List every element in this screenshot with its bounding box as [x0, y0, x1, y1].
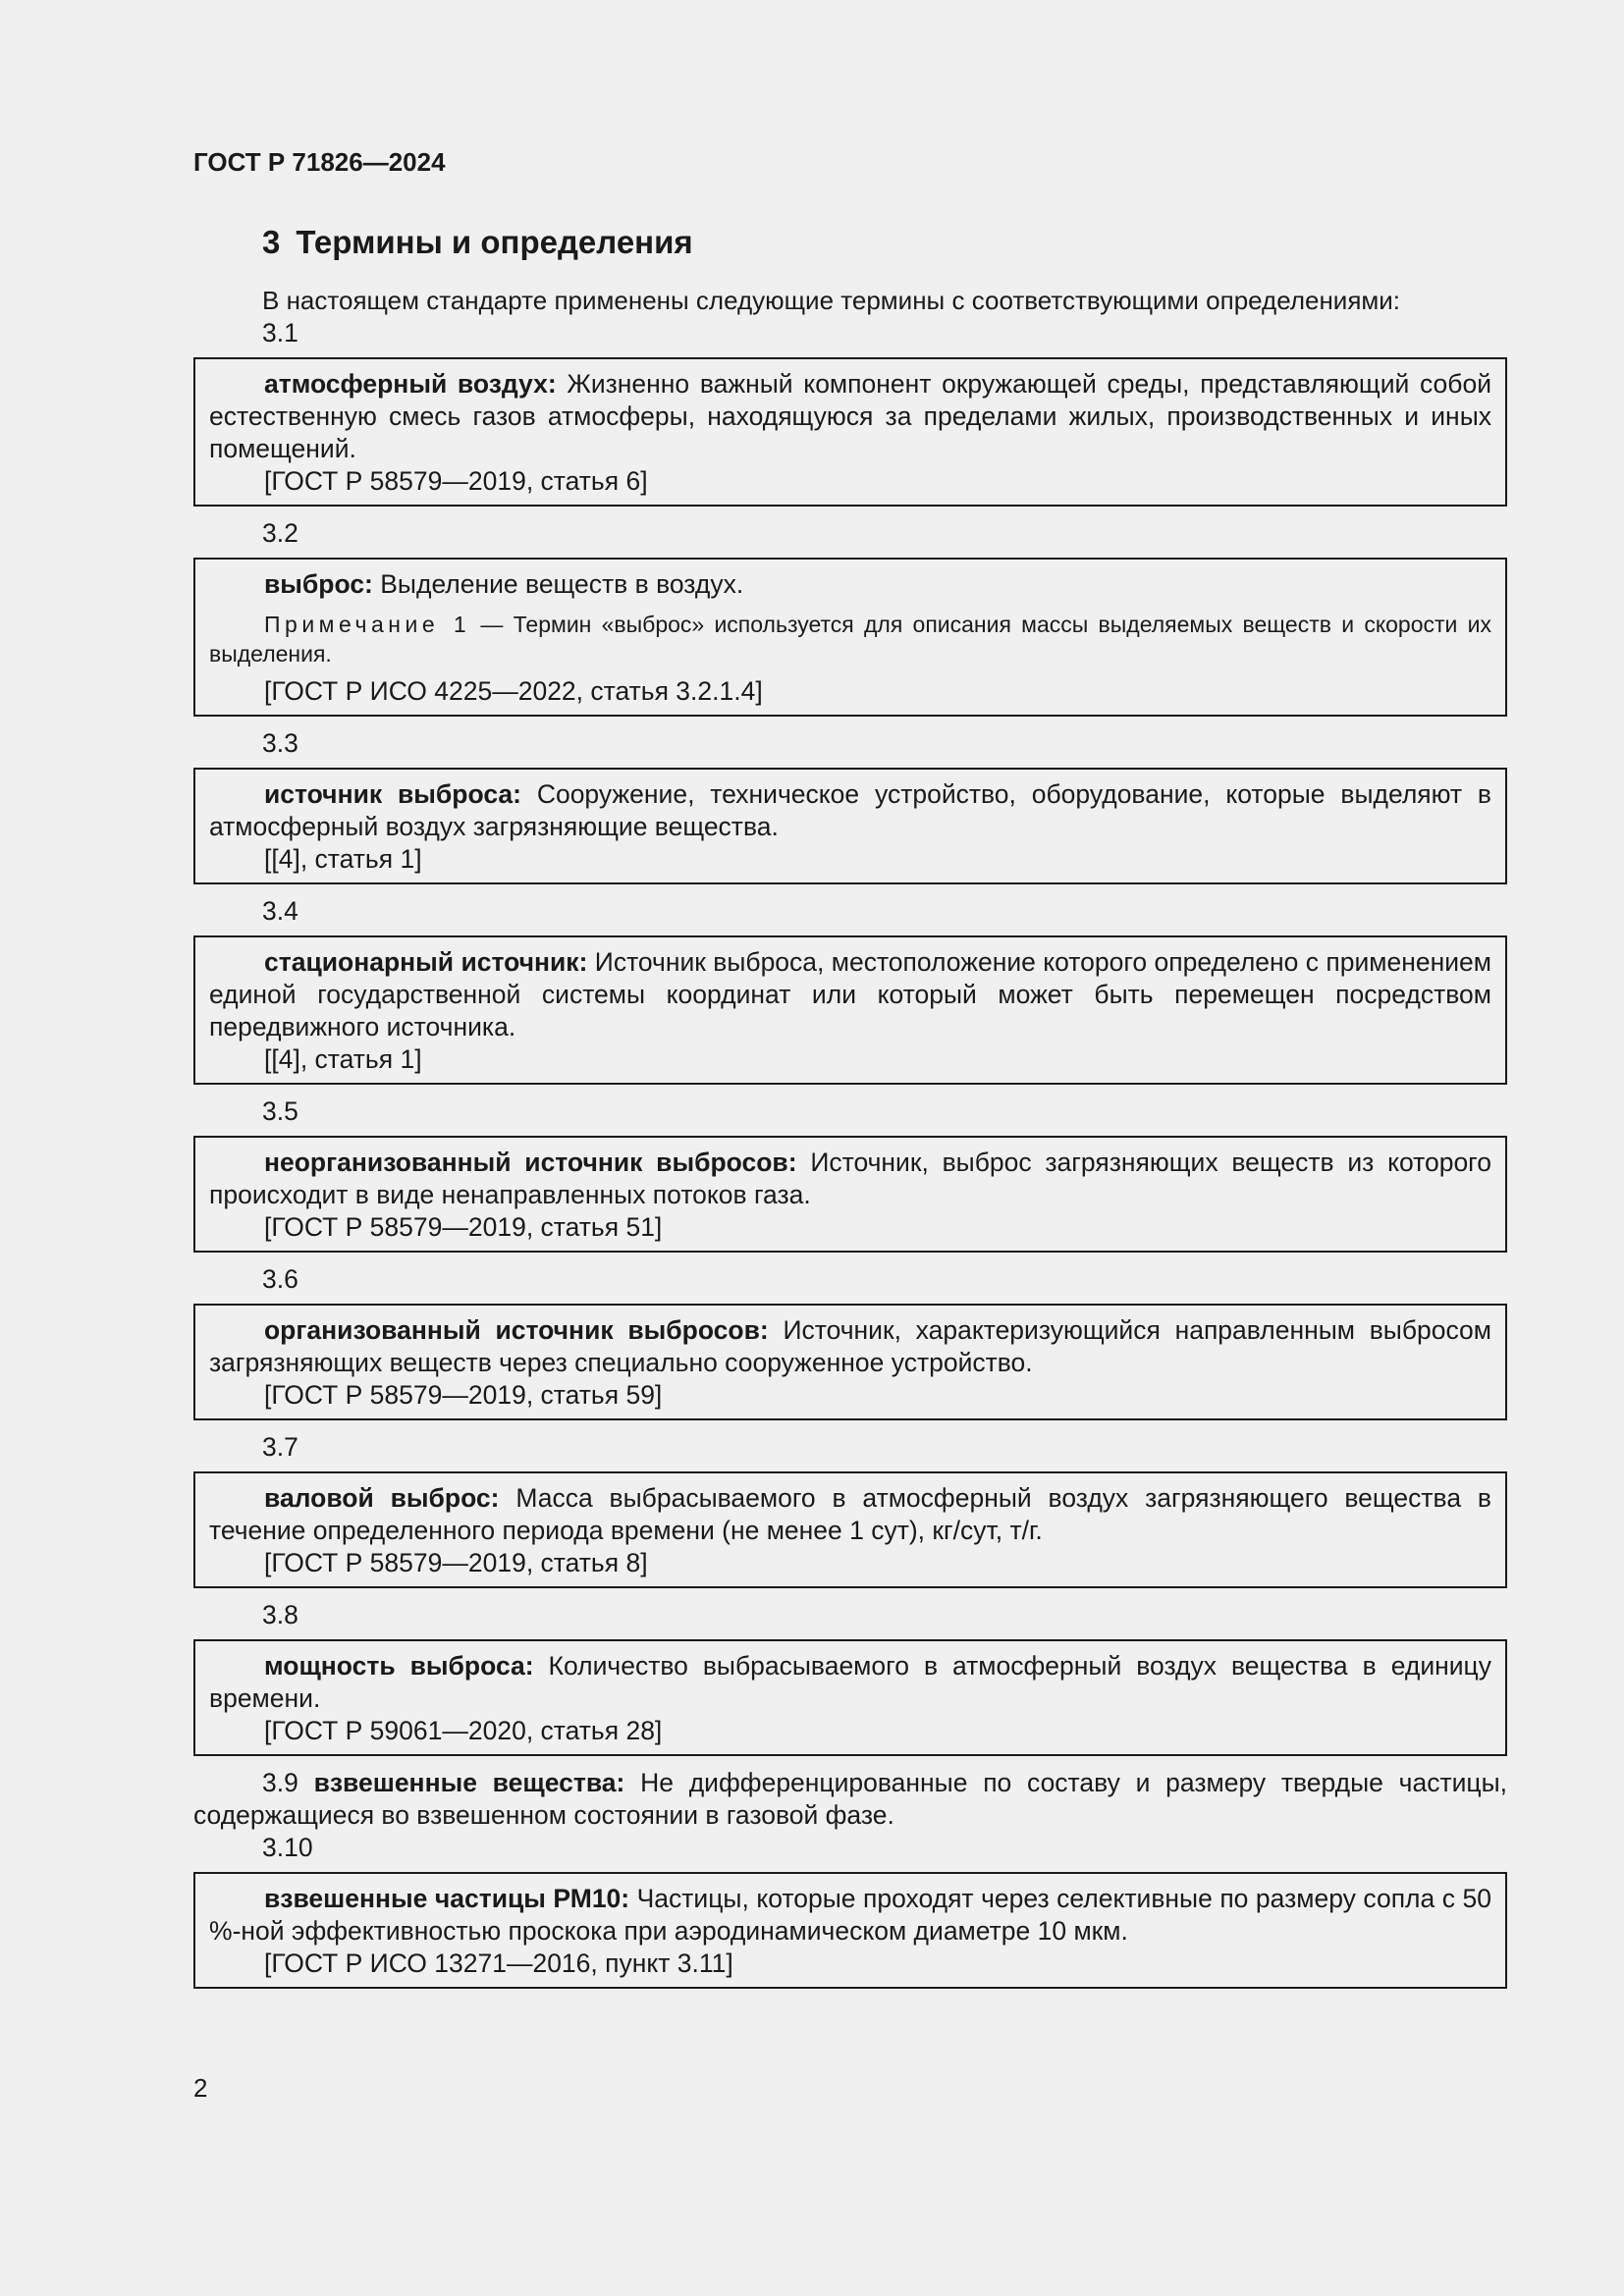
term-name: валовой выброс:: [264, 1483, 500, 1513]
term-number: 3.9: [262, 1768, 298, 1797]
term-definition: [209, 946, 1491, 1043]
term-source: [[4], статья 1]: [264, 1044, 422, 1074]
term-name: организованный источник выбросов:: [264, 1315, 769, 1345]
term-number: 3.5: [262, 1096, 298, 1126]
term-number: 3.7: [262, 1432, 298, 1462]
term-source: [[4], статья 1]: [264, 844, 422, 874]
term-box: [193, 1872, 1507, 1989]
term-name: неорганизованный источник выбросов:: [264, 1148, 797, 1177]
term-box: [193, 1471, 1507, 1588]
term-box: [193, 558, 1507, 717]
term-definition: [209, 1883, 1491, 1948]
term-number: 3.8: [262, 1600, 298, 1629]
term-box: [193, 935, 1507, 1085]
term-name: взвешенные частицы РМ10:: [264, 1884, 630, 1913]
terms-list: [193, 317, 1507, 2000]
definition-text: Источник выброса, местоположение которого определено с применением единой государственной системы координат или который может быть перемещен посредством передвижного источника.: [209, 947, 1491, 1041]
definition-text: Масса выбрасываемого в атмосферный воздух загрязняющего вещества в течение определенного периода времени (не менее 1 сут), кг/сут, т/г.: [209, 1483, 1491, 1545]
term-number: 3.2: [262, 518, 298, 548]
term-box: [193, 1136, 1507, 1253]
term-box: [193, 1639, 1507, 1756]
term-source: [ГОСТ Р ИСО 13271—2016, пункт 3.11]: [264, 1949, 733, 1978]
term-name: выброс:: [264, 569, 373, 599]
term-number: 3.6: [262, 1264, 298, 1294]
section-intro: В настоящем стандарте применены следующие термины с соответствующими определениями:: [262, 286, 1401, 315]
term-definition: [209, 568, 1491, 601]
term-definition: [209, 1314, 1491, 1379]
note-label: Примечание 1: [264, 612, 471, 637]
definition-text: Источник, характеризующийся направленным выбросом загрязняющих веществ через специально сооруженное устройство.: [209, 1315, 1491, 1377]
term-number: 3.3: [262, 728, 298, 758]
section-number: 3: [262, 224, 281, 260]
term-box: [193, 768, 1507, 884]
term-name: мощность выброса:: [264, 1651, 534, 1681]
term-name: взвешенные вещества:: [313, 1768, 625, 1797]
page-number: 2: [193, 2073, 208, 2103]
definition-text: Частицы, которые проходят через селективные по размеру сопла с 50 %-ной эффективностью проскока при аэродинамическом диаметре 10 мкм.: [209, 1884, 1491, 1946]
term-box: [193, 357, 1507, 507]
definition-text: Выделение веществ в воздух.: [372, 569, 744, 599]
term-source: [ГОСТ Р 59061—2020, статья 28]: [264, 1716, 663, 1745]
term-definition: [209, 1147, 1491, 1211]
term-source: [ГОСТ Р 58579—2019, статья 8]: [264, 1548, 648, 1577]
term-note: [209, 610, 1491, 668]
term-number: 3.4: [262, 896, 298, 926]
term-definition: [209, 368, 1491, 465]
term-number: 3.1: [262, 318, 298, 347]
definition-text: Не дифференцированные по составу и размеру твердые частицы, содержащиеся во взвешенном состоянии в газовой фазе.: [193, 1768, 1507, 1830]
term-source: [ГОСТ Р 58579—2019, статья 59]: [264, 1380, 663, 1410]
term-name: стационарный источник:: [264, 947, 588, 977]
note-text: — Термин «выброс» используется для описания массы выделяемых веществ и скорости их выделения.: [209, 612, 1491, 667]
term-source: [ГОСТ Р ИСО 4225—2022, статья 3.2.1.4]: [264, 676, 763, 706]
term-number: 3.10: [262, 1833, 313, 1862]
definition-text: Жизненно важный компонент окружающей среды, представляющий собой естественную смесь газов атмосферы, находящуюся за пределами жилых, производственных и иных помещений.: [209, 369, 1491, 463]
term-source: [ГОСТ Р 58579—2019, статья 51]: [264, 1212, 663, 1242]
term-name: источник выброса:: [264, 779, 521, 809]
section-title: Термины и определения: [296, 224, 693, 260]
term-name: атмосферный воздух:: [264, 369, 557, 399]
section-heading: [262, 224, 693, 261]
definition-text: Количество выбрасываемого в атмосферный воздух вещества в единицу времени.: [209, 1651, 1491, 1713]
definition-text: Источник, выброс загрязняющих веществ из которого происходит в виде ненаправленных потоков газа.: [209, 1148, 1492, 1209]
term-definition: [209, 1482, 1491, 1547]
document-code: ГОСТ Р 71826—2024: [193, 147, 446, 177]
term-definition: [209, 1650, 1491, 1715]
term-definition: [209, 778, 1491, 843]
term-box: [193, 1304, 1507, 1420]
term-source: [ГОСТ Р 58579—2019, статья 6]: [264, 466, 648, 496]
term-definition-unboxed: [193, 1767, 1507, 1832]
definition-text: Сооружение, техническое устройство, оборудование, которые выделяют в атмосферный воздух загрязняющие вещества.: [209, 779, 1492, 841]
